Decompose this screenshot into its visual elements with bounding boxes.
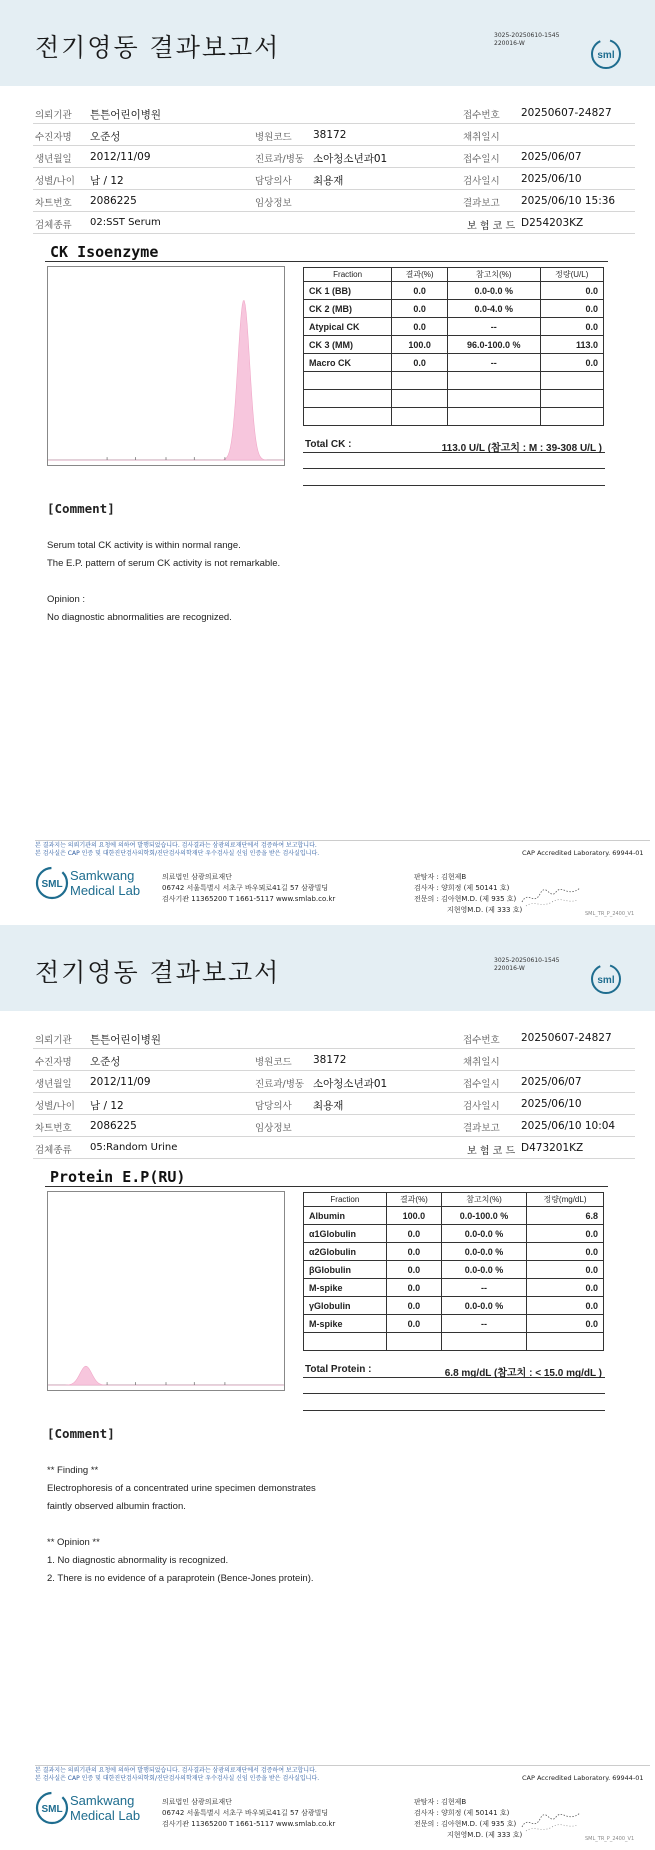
doc-number: 3025-20250610-1545 [494, 957, 560, 964]
signer-line: 전문의 : 김아현M.D. (제 935 호) [414, 895, 517, 903]
report-page [0, 925, 655, 1850]
signer-line: 판탐자 : 김현제B [414, 1798, 467, 1806]
footer-note-line: 본 결과지는 의뢰기관의 요청에 의하여 발행되었습니다. 검사결과는 삼광의료재단에서 검증하여 보고합니다. [35, 1767, 317, 1774]
reception-date-label: 접수일시 [463, 1079, 500, 1090]
corp-info [162, 1797, 335, 1830]
corp-line: 06742 서울특별시 서초구 바우뫼로41길 57 삼광빌딩 [162, 884, 329, 892]
table-cell: 0.0 [526, 1261, 603, 1279]
result-report-label: 결과보고 [463, 1123, 500, 1134]
table-cell: 113.0 [540, 336, 603, 354]
corp-line: 06742 서울특별시 서초구 바우뫼로41길 57 삼광빌딩 [162, 1809, 329, 1817]
doc-number: 3025-20250610-1545 [494, 32, 560, 39]
corp-line: 검사기관 11365200 T 1661-5117 www.smlab.co.kr [162, 895, 336, 903]
table-cell: 0.0 [526, 1279, 603, 1297]
table-cell: α2Globulin [304, 1243, 387, 1261]
signature-icon [520, 1805, 584, 1835]
sml-logo-icon [590, 38, 622, 70]
info-row [33, 168, 635, 190]
sex-age-label: 성별/나이 [35, 1101, 75, 1112]
table-row [304, 282, 604, 300]
rule-line [303, 468, 605, 469]
samkwang-logo-icon [35, 866, 69, 900]
sex-age-label: 성별/나이 [35, 176, 75, 187]
reception-date: 2025/06/07 [521, 151, 582, 163]
footer-note-line: 본 검사실은 CAP 인증 및 대한진단검사의학회/진단검사의학재단 우수검사실 신임 인증을 받은 검사실입니다. [35, 850, 320, 857]
total-value: 113.0 U/L (참고치 : M : 39-308 U/L ) [441, 443, 602, 454]
comment-body [47, 1462, 316, 1588]
corp-line: 의료법인 삼광의료재단 [162, 1798, 232, 1806]
comment-line: ** Opinion ** [47, 1537, 100, 1548]
test-date-label: 검사일시 [463, 176, 500, 187]
table-cell: 0.0-100.0 % [442, 1207, 527, 1225]
doc-id: SML_TR_P_2400_V1 [585, 911, 635, 917]
requesting-institution-label: 의뢰기관 [35, 110, 72, 121]
table-cell: 0.0-0.0 % [442, 1243, 527, 1261]
sex-age: 남 / 12 [90, 175, 124, 187]
comment-line: Electrophoresis of a concentrated urine specimen demonstrates [47, 1483, 316, 1494]
chart-no-label: 차트번호 [35, 198, 72, 209]
comment-title: [Comment] [47, 501, 115, 516]
reception-no-label: 접수번호 [463, 110, 500, 121]
birth-date: 2012/11/09 [90, 1076, 151, 1088]
fraction-table [303, 267, 604, 426]
test-date: 2025/06/10 [521, 1098, 582, 1110]
corp-info [162, 872, 335, 905]
table-cell: M-spike [304, 1315, 387, 1333]
reception-date-label: 접수일시 [463, 154, 500, 165]
table-body [304, 282, 604, 426]
collection-time-label: 채취일시 [463, 132, 500, 143]
dept: 소아청소년과01 [313, 1078, 388, 1090]
rule-line [303, 1393, 605, 1394]
table-cell [447, 390, 540, 408]
table-cell: M-spike [304, 1279, 387, 1297]
reception-no-label: 접수번호 [463, 1035, 500, 1046]
table-row [304, 1207, 604, 1225]
signer-line: 판탐자 : 김현제B [414, 873, 467, 881]
corp-line: 의료법인 삼광의료재단 [162, 873, 232, 881]
comment-line [47, 1516, 316, 1534]
section-divider [45, 1186, 608, 1187]
table-cell: CK 2 (MB) [304, 300, 392, 318]
table-cell: -- [447, 354, 540, 372]
patient-name-label: 수진자명 [35, 1057, 72, 1068]
clinical-info-label: 임상정보 [255, 198, 292, 209]
table-cell: -- [442, 1279, 527, 1297]
comment-line: Opinion : [47, 594, 86, 605]
rule-line [303, 485, 605, 486]
hospital-code: 38172 [313, 1054, 347, 1066]
info-row [33, 1071, 635, 1093]
patient-name: 오준성 [90, 1056, 121, 1068]
table-header-row [304, 268, 604, 282]
comment-title: [Comment] [47, 1426, 115, 1441]
doctor: 최용재 [313, 175, 344, 187]
lab-name-line: Samkwang [70, 868, 135, 883]
signer-line: 검사자 : 양희정 (제 50141 호) [414, 884, 510, 892]
comment-line: No diagnostic abnormalities are recognized. [47, 612, 232, 623]
table-cell: 0.0-0.0 % [442, 1297, 527, 1315]
sex-age: 남 / 12 [90, 1100, 124, 1112]
table-cell [304, 408, 392, 426]
table-cell: Atypical CK [304, 318, 392, 336]
table-row [304, 300, 604, 318]
doc-version: 220016-W [494, 40, 525, 47]
table-cell: 0.0 [386, 1315, 441, 1333]
doc-id: SML_TR_P_2400_V1 [585, 1836, 635, 1842]
comment-line: Serum total CK activity is within normal range. [47, 540, 241, 551]
info-row [33, 190, 635, 212]
table-cell: α1Globulin [304, 1225, 387, 1243]
table-cell [540, 390, 603, 408]
table-cell: 0.0 [540, 282, 603, 300]
comment-line: 1. No diagnostic abnormality is recognized. [47, 1555, 229, 1566]
clinical-info-label: 임상정보 [255, 1123, 292, 1134]
table-cell: 0.0 [386, 1261, 441, 1279]
result-report-label: 결과보고 [463, 198, 500, 209]
svg-text:SML: SML [41, 879, 63, 890]
table-row [304, 1279, 604, 1297]
doctor-label: 담당의사 [255, 176, 292, 187]
table-cell [442, 1333, 527, 1351]
dept: 소아청소년과01 [313, 153, 388, 165]
reception-date: 2025/06/07 [521, 1076, 582, 1088]
requesting-institution-label: 의뢰기관 [35, 1035, 72, 1046]
specimen-label: 검체종류 [35, 1145, 72, 1156]
table-row [304, 372, 604, 390]
table-row [304, 1333, 604, 1351]
table-cell: 0.0 [386, 1225, 441, 1243]
total-value: 6.8 mg/dL (참고치 : < 15.0 mg/dL ) [444, 1368, 602, 1379]
table-cell: 0.0 [392, 300, 448, 318]
peak-curve [48, 301, 284, 460]
table-header-cell: Fraction [304, 1193, 387, 1207]
requesting-institution: 튼튼어린이병원 [90, 109, 162, 121]
barcode-label: 보 험 코 드 [467, 221, 516, 232]
table-cell: -- [442, 1315, 527, 1333]
table-cell: 0.0 [392, 282, 448, 300]
table-cell: 6.8 [526, 1207, 603, 1225]
svg-text:SML: SML [41, 1804, 63, 1815]
table-cell: CK 3 (MM) [304, 336, 392, 354]
info-row [33, 146, 635, 168]
table-cell [540, 372, 603, 390]
birth-label: 생년월일 [35, 154, 72, 165]
lab-name-line: Medical Lab [70, 883, 141, 898]
lab-name [70, 1793, 140, 1823]
patient-name: 오준성 [90, 131, 121, 143]
table-cell: 0.0 [386, 1297, 441, 1315]
table-cell [304, 390, 392, 408]
total-label: Total Protein : [305, 1364, 372, 1375]
signer-line: 지현영M.D. (제 333 호) [447, 906, 523, 914]
footer-note-line: 본 결과지는 의뢰기관의 요청에 의하여 발행되었습니다. 검사결과는 삼광의료재단에서 검증하여 보고합니다. [35, 842, 317, 849]
doc-number-block [494, 957, 559, 973]
info-row [33, 1049, 635, 1071]
info-row [33, 1137, 635, 1159]
signers [414, 872, 522, 916]
table-row [304, 336, 604, 354]
report-header [0, 925, 655, 1011]
table-cell: 100.0 [386, 1207, 441, 1225]
comment-body [47, 537, 280, 627]
table-header-cell: Fraction [304, 268, 392, 282]
table-cell [392, 390, 448, 408]
table-cell: 0.0 [526, 1225, 603, 1243]
table-header-cell: 참고치(%) [442, 1193, 527, 1207]
result-report: 2025/06/10 10:04 [521, 1120, 616, 1132]
comment-line: faintly observed albumin fraction. [47, 1501, 186, 1512]
table-header-cell: 결과(%) [386, 1193, 441, 1207]
hospital-code-label: 병원코드 [255, 1057, 292, 1068]
report-header [0, 0, 655, 86]
table-cell: 0.0-0.0 % [447, 282, 540, 300]
info-row [33, 102, 635, 124]
table-row [304, 408, 604, 426]
table-row [304, 1261, 604, 1279]
comment-line: The E.P. pattern of serum CK activity is not remarkable. [47, 558, 281, 569]
svg-text:sml: sml [597, 975, 615, 986]
table-cell: 0.0 [526, 1297, 603, 1315]
table-cell [392, 372, 448, 390]
specimen: 02:SST Serum [90, 217, 161, 228]
chart-no: 2086225 [90, 195, 137, 207]
doc-number-block [494, 32, 559, 48]
hospital-code-label: 병원코드 [255, 132, 292, 143]
info-row [33, 124, 635, 146]
barcode-label: 보 험 코 드 [467, 1146, 516, 1157]
corp-line: 검사기관 11365200 T 1661-5117 www.smlab.co.kr [162, 1820, 336, 1828]
birth-date: 2012/11/09 [90, 151, 151, 163]
table-cell: CK 1 (BB) [304, 282, 392, 300]
table-cell [386, 1333, 441, 1351]
report-title: 전기영동 결과보고서 [35, 958, 281, 987]
dept-label: 진료과/병동 [255, 154, 305, 165]
table-cell: βGlobulin [304, 1261, 387, 1279]
test-date: 2025/06/10 [521, 173, 582, 185]
patient-info [33, 1027, 635, 1159]
table-cell: 0.0-0.0 % [442, 1261, 527, 1279]
cap-accreditation: CAP Accredited Laboratory. 69944-01 [522, 849, 644, 857]
table-cell [526, 1333, 603, 1351]
table-cell: 0.0 [540, 318, 603, 336]
lab-name-line: Samkwang [70, 1793, 135, 1808]
table-cell: 0.0 [526, 1243, 603, 1261]
result-report: 2025/06/10 15:36 [521, 195, 616, 207]
table-header-cell: 참고치(%) [447, 268, 540, 282]
table-cell: Albumin [304, 1207, 387, 1225]
table-cell: 0.0 [540, 300, 603, 318]
footer-note-line: 본 검사실은 CAP 인증 및 대한진단검사의학회/진단검사의학재단 우수검사실 신임 인증을 받은 검사실입니다. [35, 1775, 320, 1782]
table-cell: -- [447, 318, 540, 336]
section-divider [45, 261, 608, 262]
electropherogram [47, 266, 285, 466]
table-row [304, 1225, 604, 1243]
table-cell: 0.0-0.0 % [442, 1225, 527, 1243]
info-row [33, 1093, 635, 1115]
footer-divider [35, 840, 650, 841]
lab-name-line: Medical Lab [70, 1808, 141, 1823]
table-cell: 0.0 [540, 354, 603, 372]
table-row [304, 1297, 604, 1315]
doctor: 최용재 [313, 1100, 344, 1112]
collection-time-label: 채취일시 [463, 1057, 500, 1068]
doc-version: 220016-W [494, 965, 525, 972]
info-row [33, 1115, 635, 1137]
signer-line: 지현영M.D. (제 333 호) [447, 1831, 523, 1839]
birth-label: 생년월일 [35, 1079, 72, 1090]
total-row [303, 438, 605, 453]
table-cell: 0.0-4.0 % [447, 300, 540, 318]
table-cell [447, 372, 540, 390]
samkwang-logo-icon [35, 1791, 69, 1825]
test-date-label: 검사일시 [463, 1101, 500, 1112]
table-cell: 0.0 [386, 1243, 441, 1261]
lab-name [70, 868, 140, 898]
signer-line: 검사자 : 양희정 (제 50141 호) [414, 1809, 510, 1817]
doctor-label: 담당의사 [255, 1101, 292, 1112]
table-header-cell: 정량(mg/dL) [526, 1193, 603, 1207]
total-row [303, 1363, 605, 1378]
table-row [304, 318, 604, 336]
svg-text:sml: sml [597, 50, 615, 61]
comment-line: ** Finding ** [47, 1465, 99, 1476]
barcode: D254203KZ [521, 217, 584, 229]
info-row [33, 1027, 635, 1049]
table-cell [304, 372, 392, 390]
patient-name-label: 수진자명 [35, 132, 72, 143]
footer-divider [35, 1765, 650, 1766]
table-cell [304, 1333, 387, 1351]
table-cell: 0.0 [392, 354, 448, 372]
specimen: 05:Random Urine [90, 1142, 178, 1153]
signature-icon [520, 880, 584, 910]
section-title: CK Isoenzyme [50, 243, 159, 261]
specimen-label: 검체종류 [35, 220, 72, 231]
electropherogram [47, 1191, 285, 1391]
table-cell [392, 408, 448, 426]
chart-no-label: 차트번호 [35, 1123, 72, 1134]
dept-label: 진료과/병동 [255, 1079, 305, 1090]
info-row [33, 212, 635, 234]
table-cell [540, 408, 603, 426]
table-header-cell: 결과(%) [392, 268, 448, 282]
section-title: Protein E.P(RU) [50, 1168, 186, 1186]
table-cell: Macro CK [304, 354, 392, 372]
footer-note [35, 1767, 405, 1783]
table-cell: 100.0 [392, 336, 448, 354]
table-cell: 0.0 [386, 1279, 441, 1297]
comment-line [47, 573, 280, 591]
table-body [304, 1207, 604, 1351]
total-label: Total CK : [305, 439, 352, 450]
sml-logo-icon [590, 963, 622, 995]
table-row [304, 354, 604, 372]
signer-line: 전문의 : 김아현M.D. (제 935 호) [414, 1820, 517, 1828]
report-title: 전기영동 결과보고서 [35, 33, 281, 62]
patient-info [33, 102, 635, 234]
comment-line: 2. There is no evidence of a paraprotein (Bence-Jones protein). [47, 1573, 314, 1584]
table-cell: 96.0-100.0 % [447, 336, 540, 354]
table-header-cell: 정량(U/L) [540, 268, 603, 282]
table-cell [447, 408, 540, 426]
table-cell: γGlobulin [304, 1297, 387, 1315]
fraction-table [303, 1192, 604, 1351]
rule-line [303, 1410, 605, 1411]
table-cell: 0.0 [526, 1315, 603, 1333]
barcode: D473201KZ [521, 1142, 584, 1154]
table-row [304, 390, 604, 408]
chart-no: 2086225 [90, 1120, 137, 1132]
requesting-institution: 튼튼어린이병원 [90, 1034, 162, 1046]
table-row [304, 1243, 604, 1261]
cap-accreditation: CAP Accredited Laboratory. 69944-01 [522, 1774, 644, 1782]
signers [414, 1797, 522, 1841]
table-row [304, 1315, 604, 1333]
table-cell: 0.0 [392, 318, 448, 336]
reception-no: 20250607-24827 [521, 107, 612, 119]
table-header-row [304, 1193, 604, 1207]
footer-note [35, 842, 405, 858]
hospital-code: 38172 [313, 129, 347, 141]
reception-no: 20250607-24827 [521, 1032, 612, 1044]
